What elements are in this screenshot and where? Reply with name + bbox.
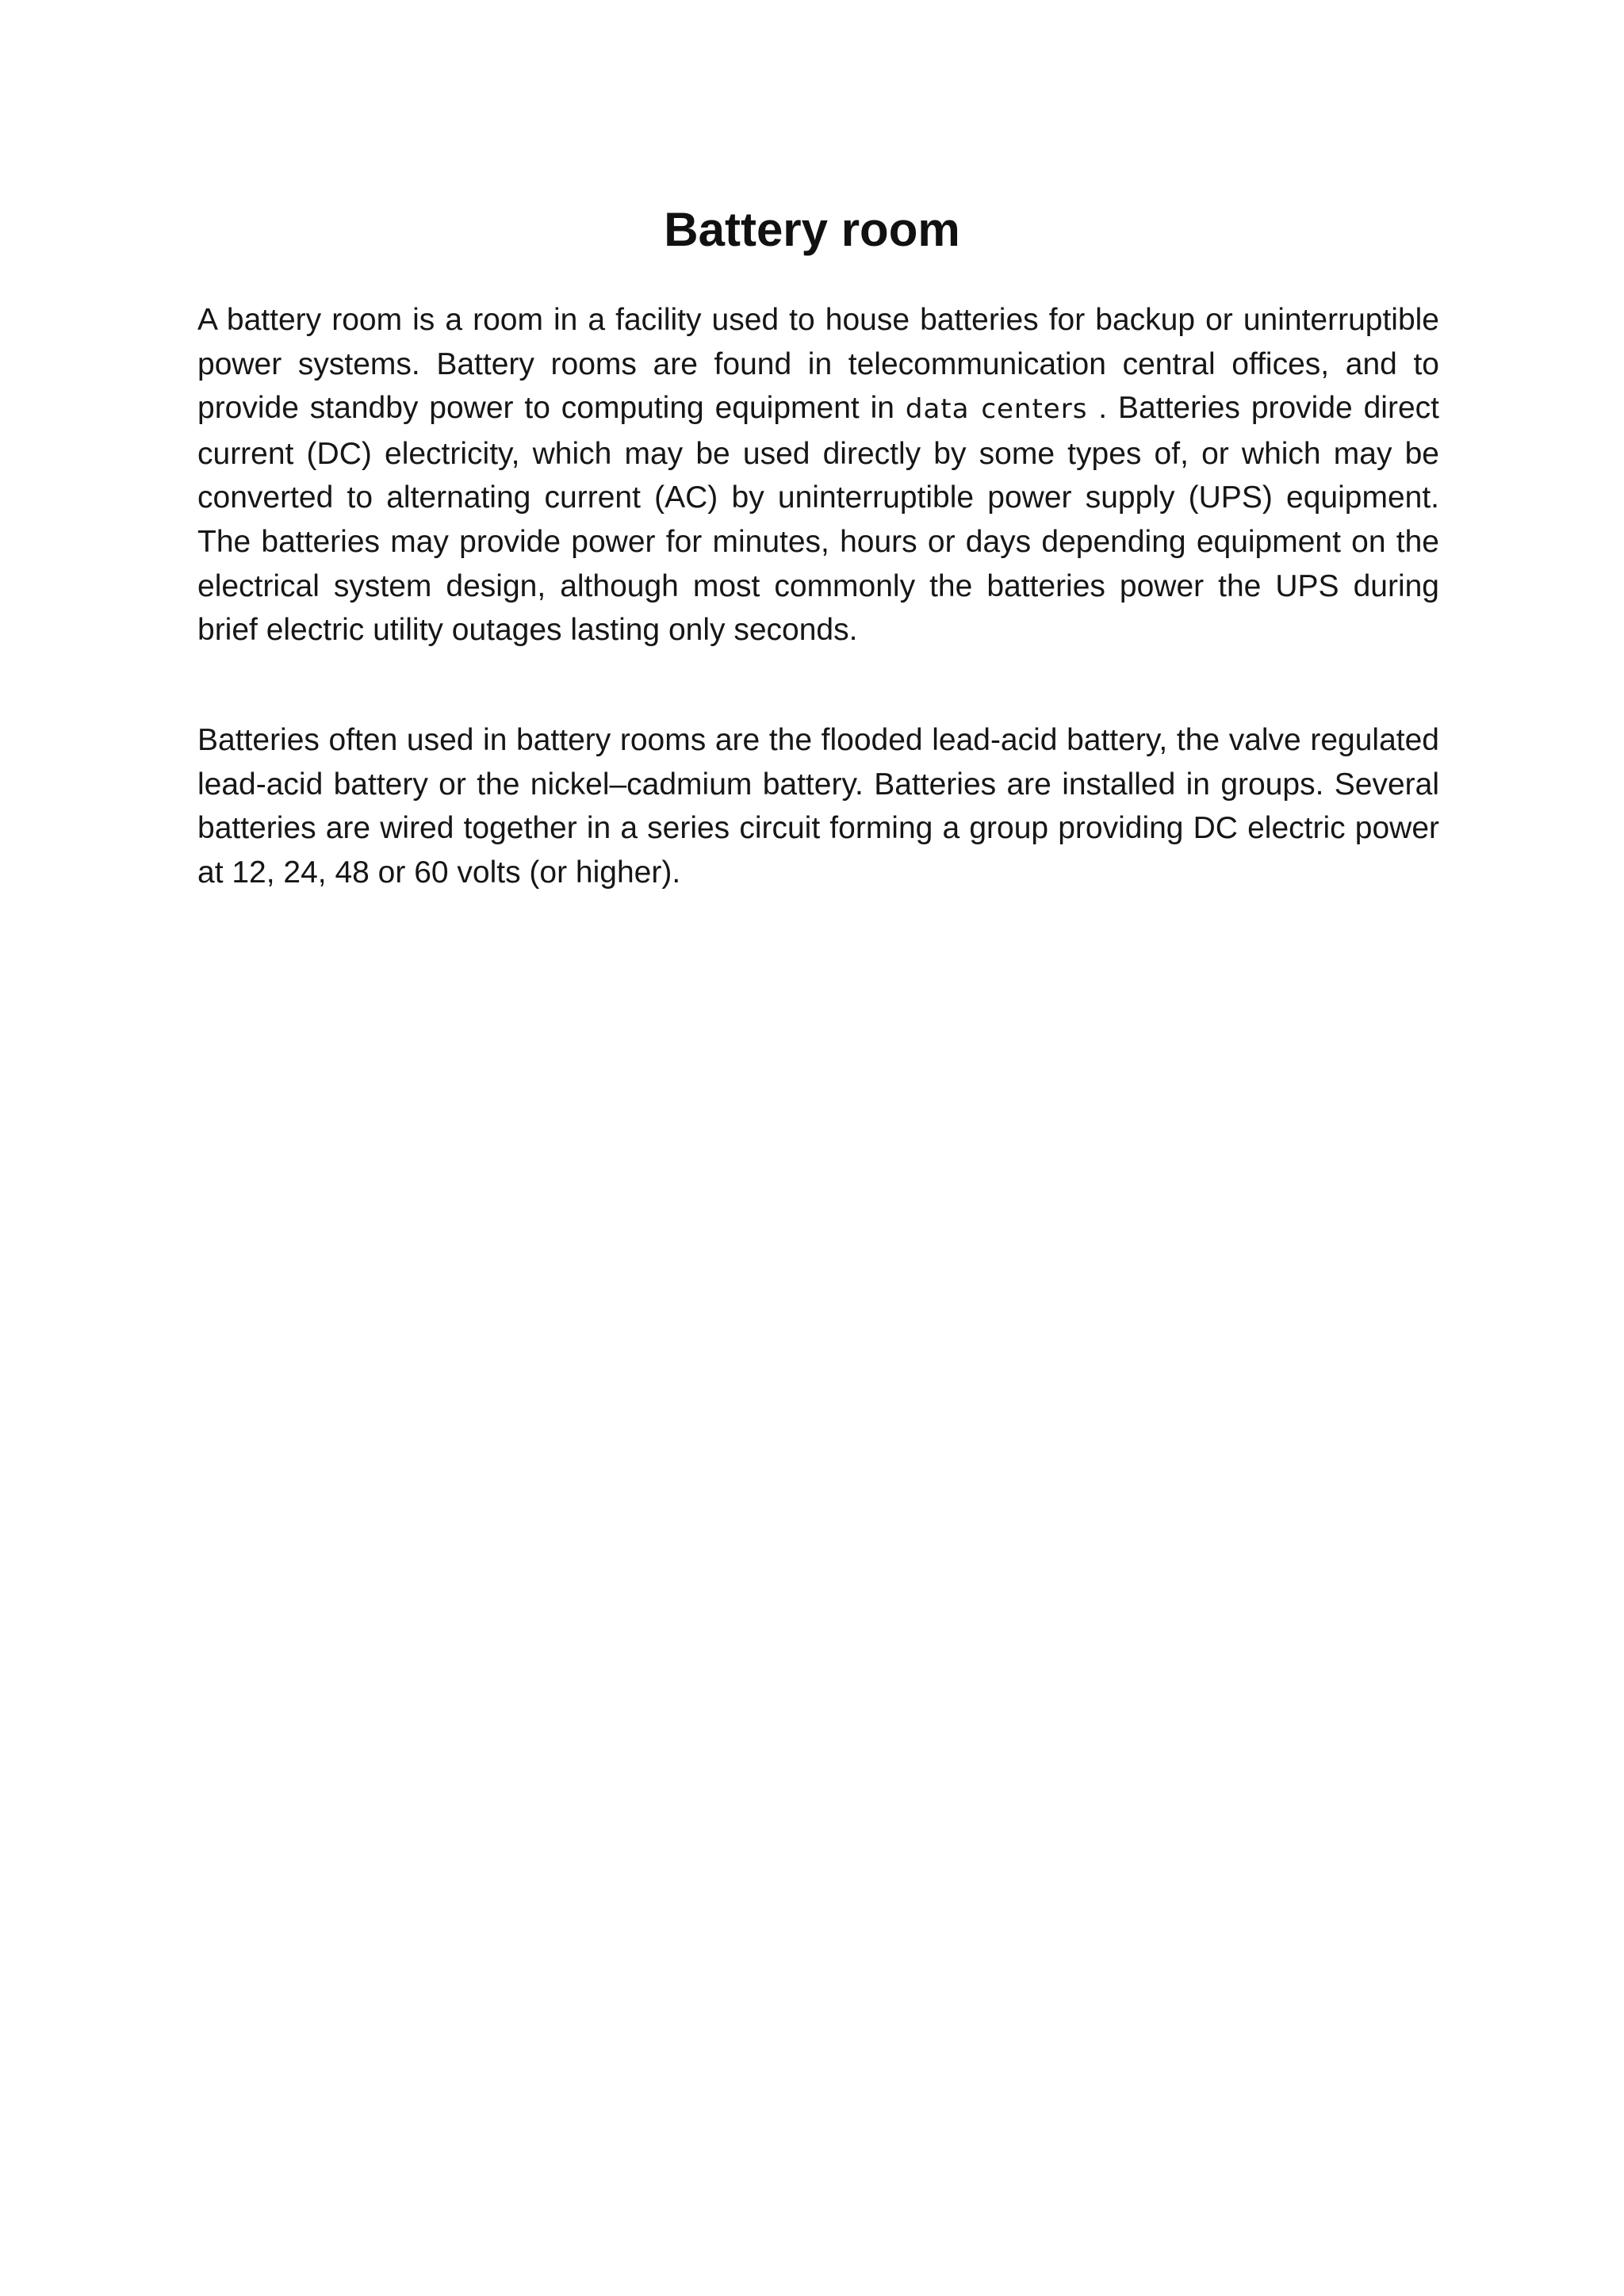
paragraph-1-text-start: A battery room is a room in a facility used to house batteries for backup or uninterruptible power systems. Battery rooms are found in telecommunication central offices, and to provide standby power to computing equipment in: [197, 303, 1439, 426]
paragraph-2: Batteries often used in battery rooms are the flooded lead-acid battery, the valve regulated lead-acid battery or the nickel–cadmium battery. Batteries are installed in groups. Several batteries are wired together in a series circuit forming a group providing DC electric power at 12, 24, 48 or 60 volts (or higher).: [197, 723, 1439, 890]
data-centers-term: data centers: [905, 393, 1088, 426]
paragraph-1-text-end: . Batteries provide direct current (DC) electricity, which may be used directly by some types of, or which may be converted to alternating current (AC) by uninterruptible power supply (UPS) equipment. The batteries may provide power for minutes, hours or days depending equipment on the electrical system design, although most commonly the batteries power the UPS during brief electric utility outages lasting only seconds.: [197, 391, 1439, 648]
paragraph-1: [197, 298, 1439, 652]
page-title: Battery room: [664, 203, 960, 256]
